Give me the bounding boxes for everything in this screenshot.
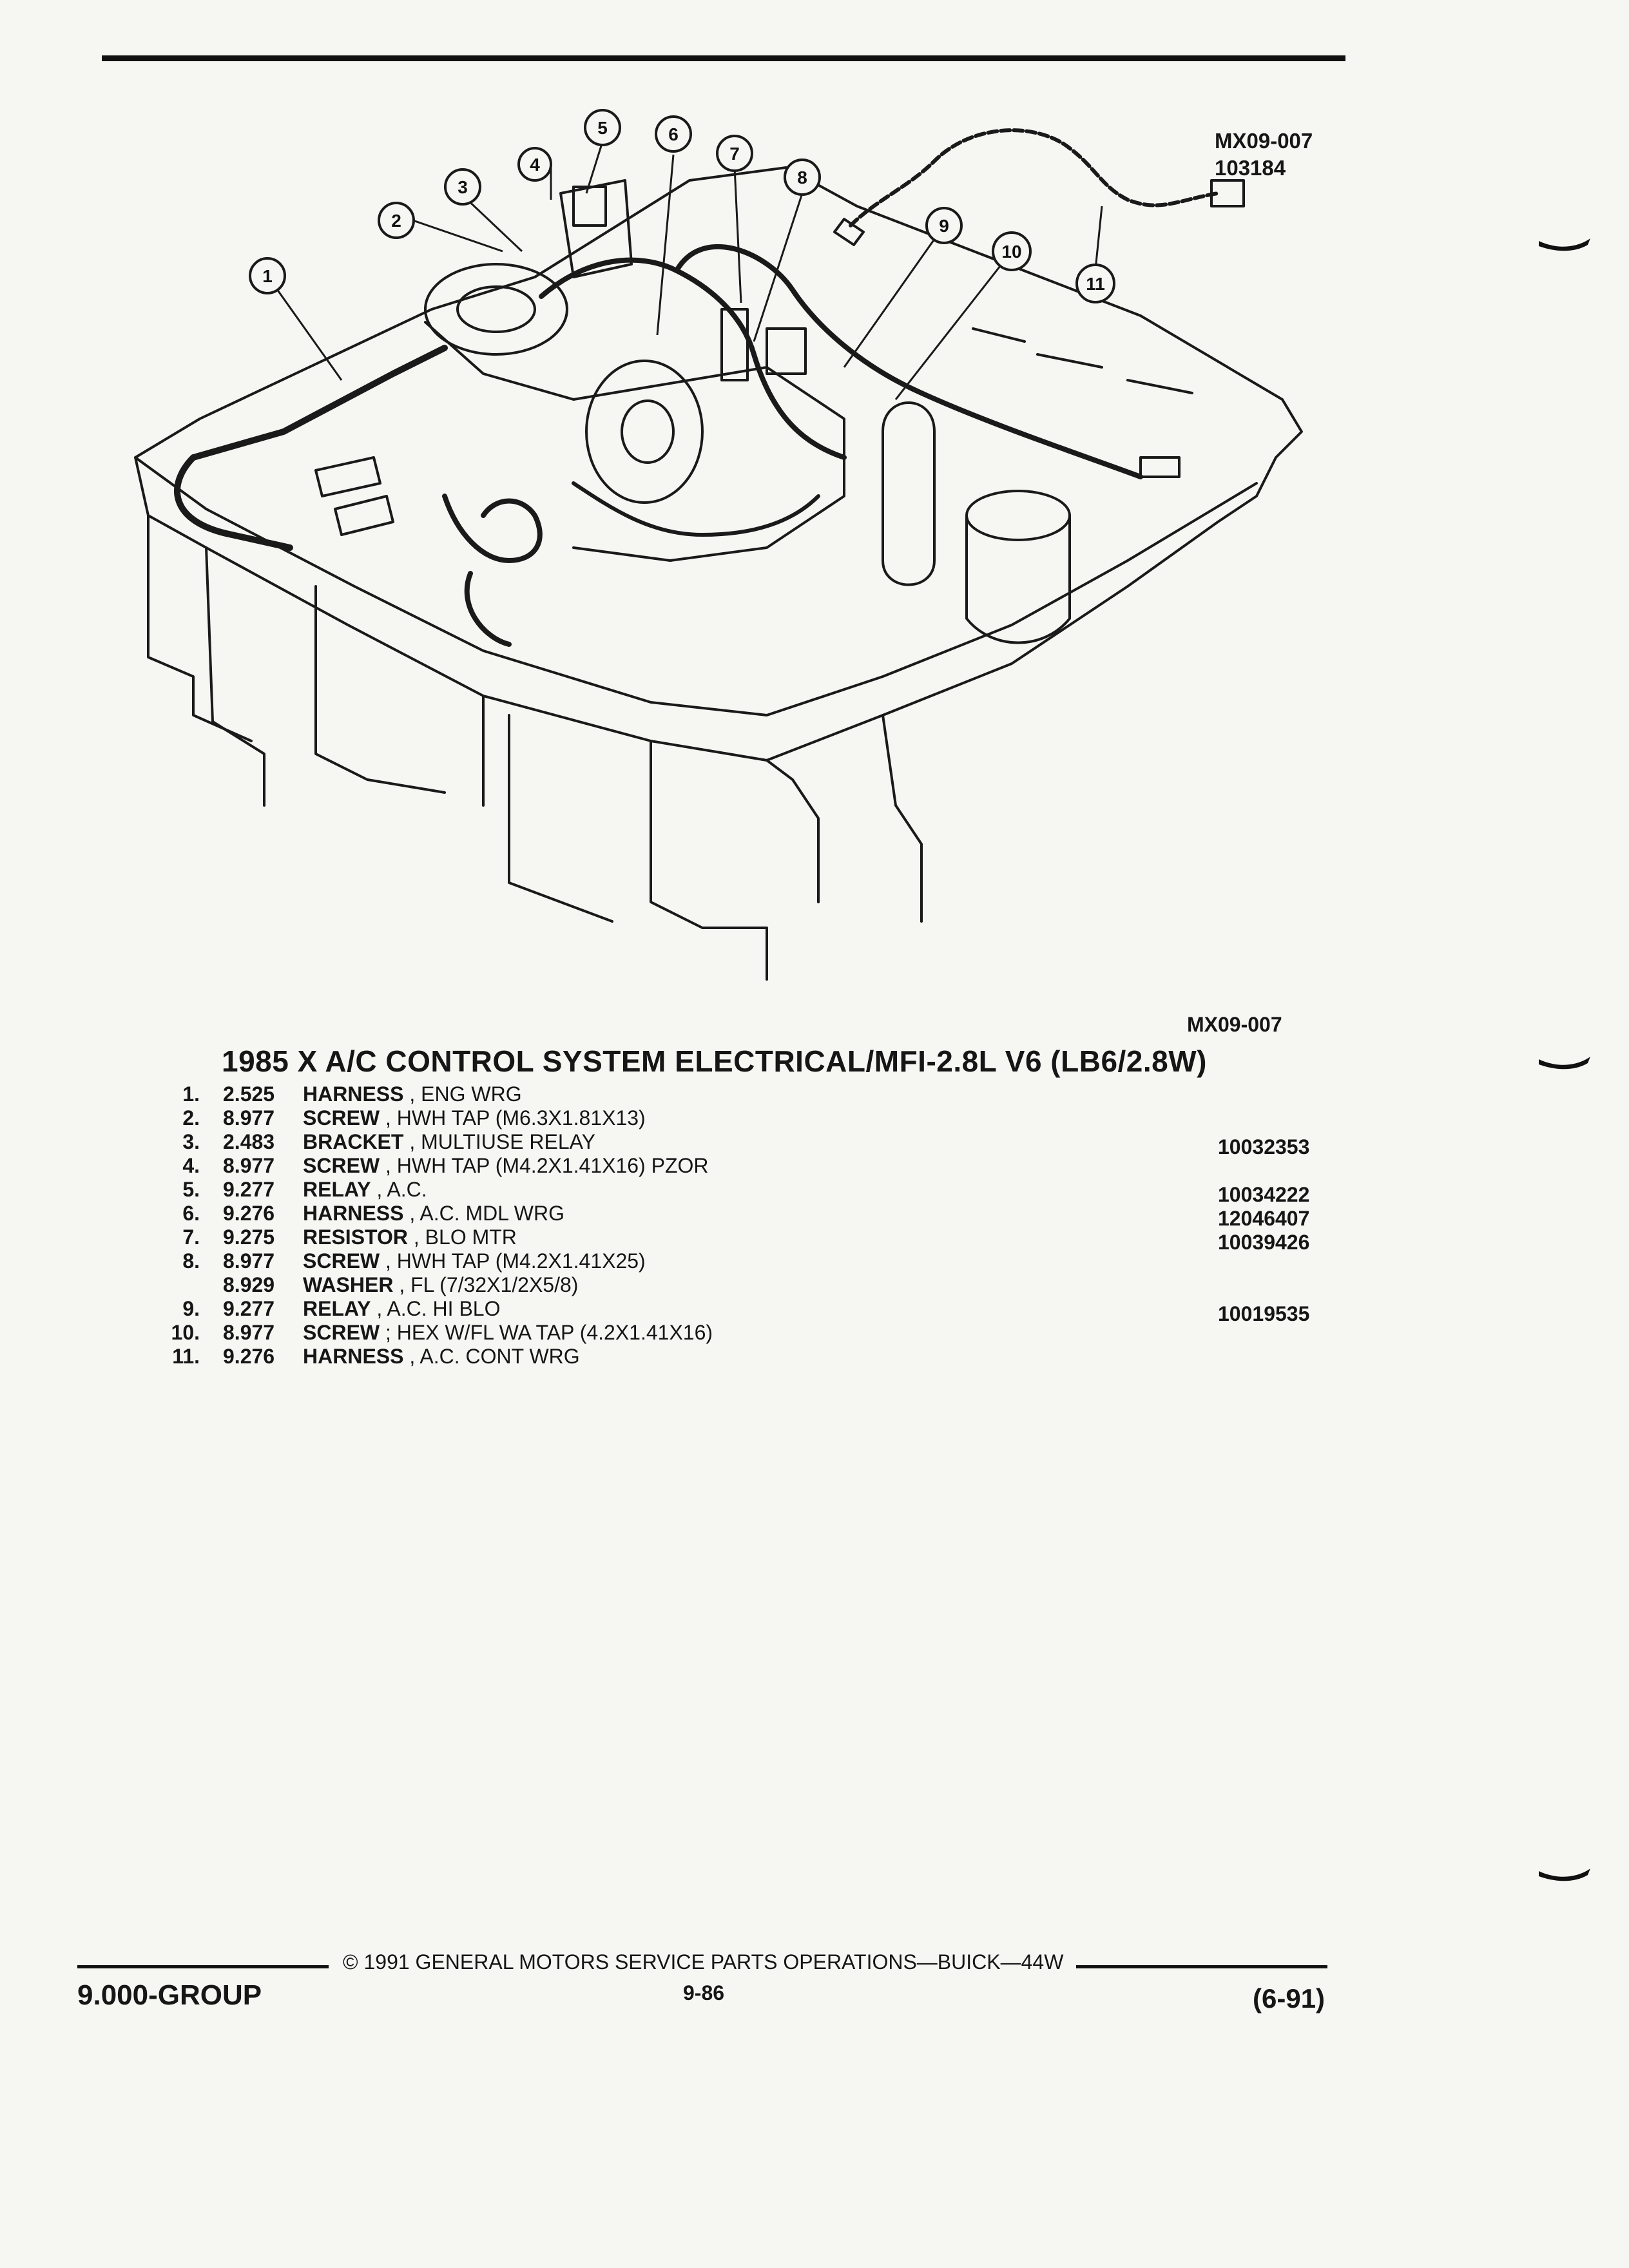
part-detail: , HWH TAP (M4.2X1.41X16) PZOR	[385, 1154, 709, 1177]
part-description	[303, 1154, 708, 1178]
binding-mark-2	[1539, 1057, 1590, 1072]
ac-relay	[574, 187, 606, 226]
hi-blo-relay	[767, 329, 805, 374]
callout-3: 3	[458, 177, 468, 197]
figure-date-code: 103184	[1215, 156, 1286, 180]
right-duct-body	[967, 515, 1070, 643]
part-description	[303, 1202, 564, 1225]
parts-row	[155, 1154, 1334, 1178]
accumulator	[883, 403, 934, 585]
part-detail: , HWH TAP (M4.2X1.41X25)	[385, 1249, 646, 1273]
harness-left-drop	[177, 457, 290, 548]
callout-10: 10	[1001, 242, 1022, 262]
part-detail: , A.C.	[376, 1178, 427, 1201]
firewall-right-face	[767, 715, 921, 921]
ac-control-harness-connector-left	[834, 219, 863, 245]
part-name: RESISTOR	[303, 1225, 408, 1249]
leader-9	[844, 226, 944, 367]
part-name: SCREW	[303, 1154, 380, 1177]
binding-mark-3	[1539, 1869, 1590, 1884]
callout-9: 9	[939, 216, 949, 236]
group-number: 9.276	[223, 1202, 275, 1225]
right-duct-ring	[967, 491, 1070, 540]
part-description	[303, 1249, 646, 1273]
leader-7	[735, 168, 741, 303]
item-number: 6.	[182, 1202, 200, 1225]
part-description	[303, 1178, 427, 1202]
figure-code: MX09-007	[1215, 129, 1313, 153]
leader-11	[1095, 206, 1102, 269]
item-number: 9.	[182, 1297, 200, 1320]
engine-harness	[445, 496, 540, 561]
part-detail: , BLO MTR	[413, 1225, 517, 1249]
parts-row	[155, 1178, 1334, 1206]
cowl-front-lip	[135, 457, 1257, 715]
parts-list	[155, 1082, 1334, 1369]
item-number: 10.	[171, 1321, 200, 1344]
item-number: 4.	[182, 1154, 200, 1177]
group-number: 9.275	[223, 1225, 275, 1249]
cowl-bracket-right	[1141, 457, 1179, 477]
part-name: HARNESS	[303, 1202, 404, 1225]
part-detail: ; HEX W/FL WA TAP (4.2X1.41X16)	[385, 1321, 713, 1344]
footer-copyright: © 1991 GENERAL MOTORS SERVICE PARTS OPERATIONS—BUICK—44W	[343, 1950, 1064, 1974]
binding-mark-1	[1539, 238, 1590, 254]
ac-control-harness	[851, 130, 1218, 226]
leader-10	[896, 251, 1012, 399]
parts-row	[155, 1106, 1334, 1130]
item-number: 1.	[182, 1082, 200, 1106]
parts-row	[155, 1345, 1334, 1369]
part-description	[303, 1321, 713, 1345]
item-number: 3.	[182, 1130, 200, 1153]
leader-8	[754, 193, 802, 341]
part-description	[303, 1130, 595, 1154]
cowl-vent-slots	[973, 329, 1192, 393]
left-duct-ring-inner	[458, 287, 535, 332]
page-title: 1985 X A/C CONTROL SYSTEM ELECTRICAL/MFI-2.8L V6 (LB6/2.8W)	[222, 1044, 1207, 1078]
parts-row	[155, 1082, 1334, 1106]
blower-motor-hub	[622, 401, 673, 463]
footer-page-number: 9-86	[683, 1981, 725, 2004]
firewall-lower	[148, 515, 251, 741]
footer-rule-left	[77, 1965, 329, 1968]
group-number: 2.525	[223, 1082, 275, 1106]
part-number: 10019535	[1218, 1302, 1310, 1325]
figure-code-bottom: MX09-007	[1187, 1013, 1282, 1036]
part-detail: , A.C. HI BLO	[376, 1297, 501, 1320]
callout-8: 8	[797, 168, 807, 187]
part-description	[303, 1345, 580, 1369]
module-connector-left	[316, 457, 380, 496]
exploded-view-diagram	[122, 97, 1334, 999]
firewall-left-face	[206, 548, 264, 805]
leader-3	[464, 197, 522, 251]
item-number: 8.	[182, 1249, 200, 1273]
leader-6	[657, 155, 673, 335]
part-number: 10032353	[1218, 1135, 1310, 1158]
group-number: 9.277	[223, 1297, 275, 1320]
callout-2: 2	[391, 211, 401, 231]
group-number: 8.977	[223, 1321, 275, 1344]
part-name: SCREW	[303, 1321, 380, 1344]
part-detail: , A.C. MDL WRG	[409, 1202, 564, 1225]
inner-panel	[316, 586, 612, 921]
part-name: SCREW	[303, 1249, 380, 1273]
parts-row	[155, 1130, 1334, 1158]
top-rule	[102, 55, 1345, 61]
cowl-panel-outline	[135, 168, 1302, 760]
part-name: RELAY	[303, 1297, 371, 1320]
part-description	[303, 1082, 522, 1106]
firewall-center-face	[483, 696, 767, 979]
item-number: 11.	[172, 1345, 200, 1368]
part-detail: , FL (7/32X1/2X5/8)	[399, 1273, 579, 1296]
group-number: 8.977	[223, 1249, 275, 1273]
engine-harness-branch	[467, 573, 509, 644]
parts-row	[155, 1297, 1334, 1325]
parts-row	[155, 1249, 1334, 1273]
callout-7: 7	[729, 144, 740, 164]
group-number: 9.276	[223, 1345, 275, 1368]
ac-module-harness-3	[574, 483, 818, 535]
parts-row	[155, 1225, 1334, 1254]
part-name: HARNESS	[303, 1345, 404, 1368]
callout-6: 6	[668, 124, 679, 144]
callout-5: 5	[597, 118, 608, 138]
footer-group: 9.000-GROUP	[77, 1979, 262, 2011]
heater-case	[425, 322, 844, 561]
group-number: 9.277	[223, 1178, 275, 1201]
item-number: 2.	[182, 1106, 200, 1129]
part-number: 12046407	[1218, 1207, 1310, 1230]
leader-1	[267, 276, 342, 380]
parts-row	[155, 1321, 1334, 1345]
part-description	[303, 1297, 500, 1321]
callout-11: 11	[1086, 274, 1105, 294]
part-description	[303, 1106, 646, 1130]
callout-1: 1	[262, 266, 273, 286]
part-number: 10039426	[1218, 1231, 1310, 1254]
leader-2	[409, 219, 503, 251]
part-description	[303, 1225, 517, 1249]
group-number: 8.977	[223, 1106, 275, 1129]
part-name: SCREW	[303, 1106, 380, 1129]
item-number: 5.	[182, 1178, 200, 1201]
parts-row	[155, 1273, 1334, 1297]
part-detail: , HWH TAP (M6.3X1.81X13)	[385, 1106, 646, 1129]
part-name: RELAY	[303, 1178, 371, 1201]
part-detail: , MULTIUSE RELAY	[409, 1130, 595, 1153]
part-detail: , A.C. CONT WRG	[409, 1345, 580, 1368]
group-number: 8.929	[223, 1273, 275, 1296]
part-name: HARNESS	[303, 1082, 404, 1106]
group-number: 8.977	[223, 1154, 275, 1177]
callout-4: 4	[530, 155, 540, 175]
part-name: BRACKET	[303, 1130, 404, 1153]
part-number: 10034222	[1218, 1183, 1310, 1206]
group-number: 2.483	[223, 1130, 275, 1153]
item-number: 7.	[182, 1225, 200, 1249]
parts-row	[155, 1202, 1334, 1230]
part-description	[303, 1273, 578, 1297]
connector-block	[335, 496, 393, 535]
part-name: WASHER	[303, 1273, 394, 1296]
footer-date: (6-91)	[1253, 1983, 1325, 2013]
part-detail: , ENG WRG	[409, 1082, 522, 1106]
footer-rule-right	[1076, 1965, 1327, 1968]
